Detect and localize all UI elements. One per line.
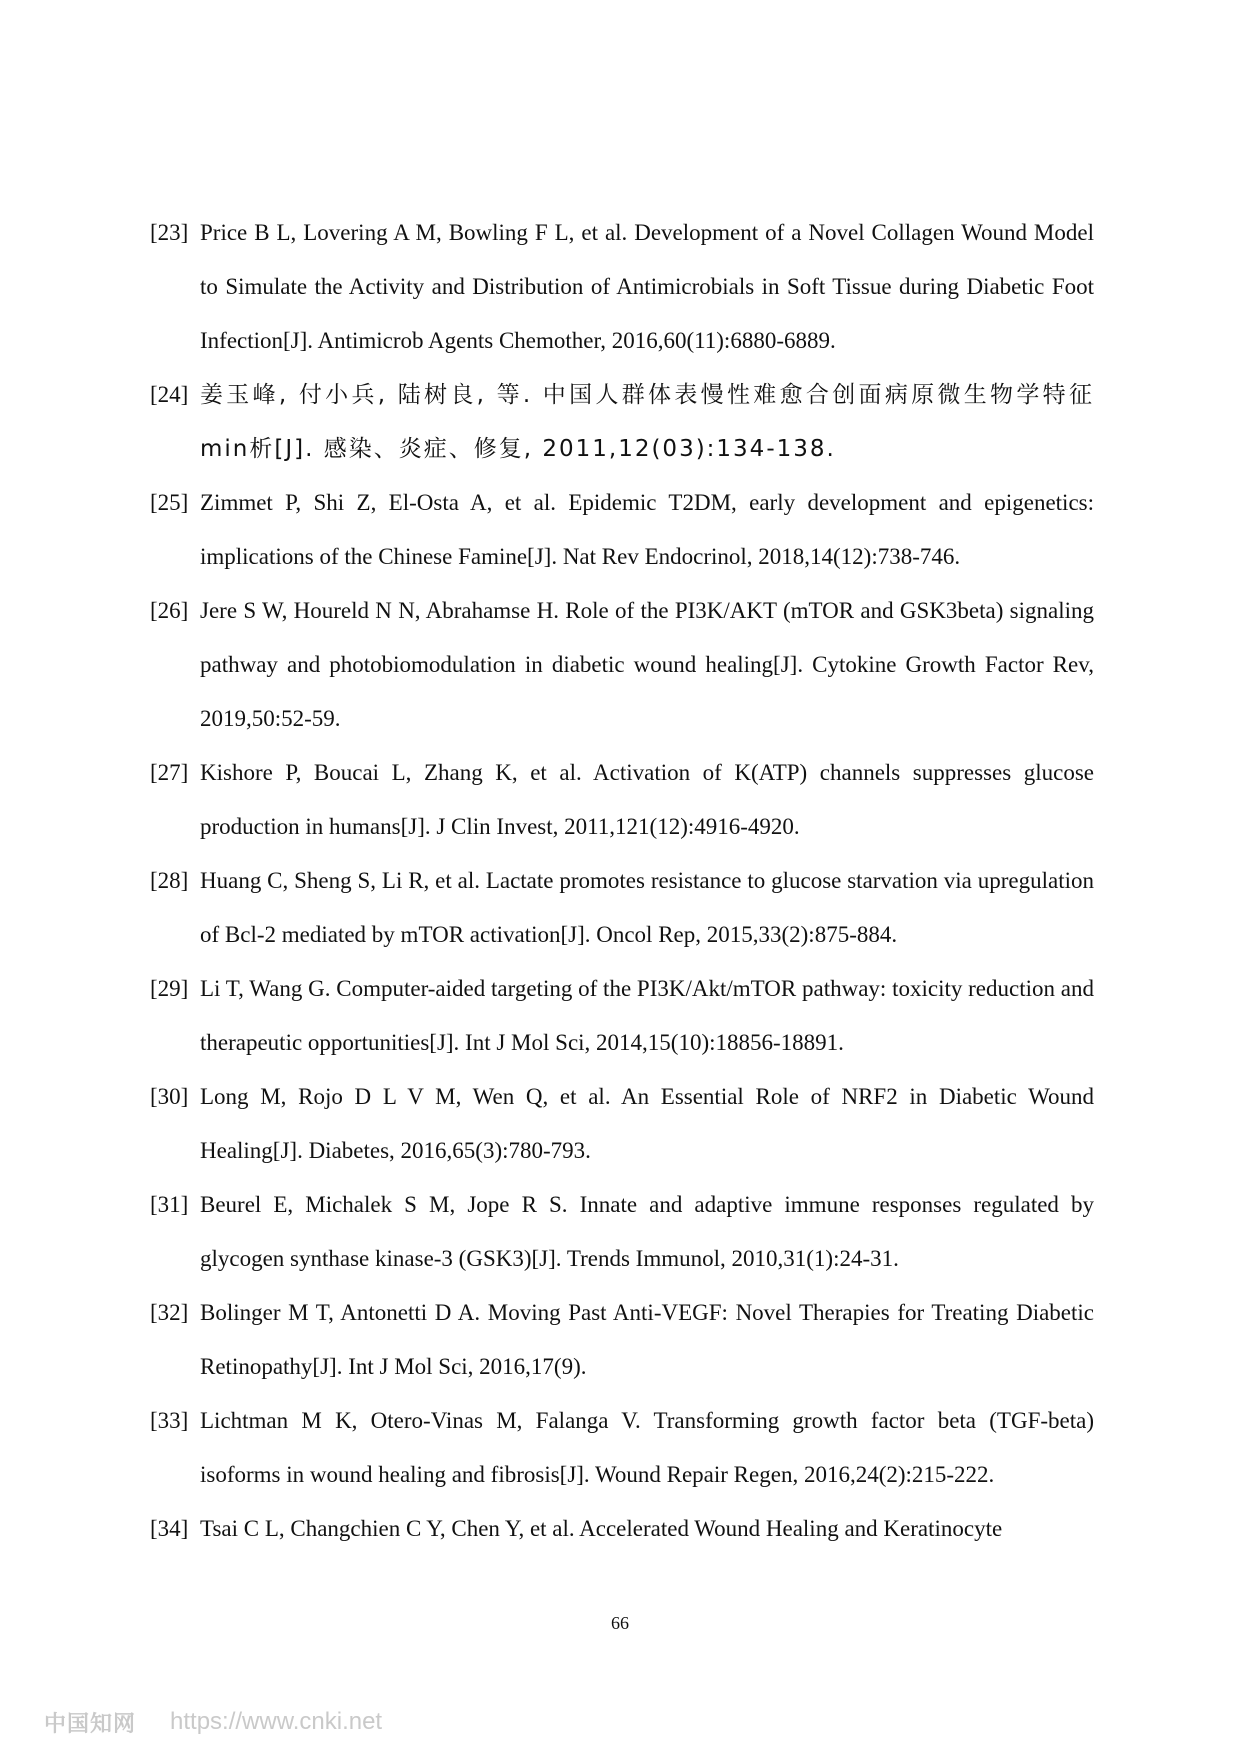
reference-item xyxy=(150,746,1094,854)
watermark-logo: 中国知网 xyxy=(44,1711,137,1737)
reference-number: [30] xyxy=(150,1084,189,1109)
reference-number: [29] xyxy=(150,976,189,1001)
reference-number: [31] xyxy=(150,1192,189,1217)
reference-number: [24] xyxy=(150,382,189,407)
reference-text: Jere S W, Houreld N N, Abrahamse H. Role of the PI3K/AKT (mTOR and GSK3beta) signaling pathway and photobiomodulation in diabetic wound healing[J]. Cytokine Growth Factor Rev, 2019,50:52-59. xyxy=(200,598,1094,731)
reference-item xyxy=(150,1070,1094,1178)
reference-number: [25] xyxy=(150,490,189,515)
reference-item xyxy=(150,584,1094,746)
reference-number: [34] xyxy=(150,1516,189,1541)
reference-text: Beurel E, Michalek S M, Jope R S. Innate and adaptive immune responses regulated by glycogen synthase kinase-3 (GSK3)[J]. Trends Immunol, 2010,31(1):24-31. xyxy=(200,1192,1094,1271)
reference-item xyxy=(150,1286,1094,1394)
reference-text: 姜玉峰, 付小兵, 陆树良, 等. 中国人群体表慢性难愈合创面病原微生物学特征min析[J]. 感染、炎症、修复, 2011,12(03):134-138. xyxy=(200,382,1094,462)
reference-item xyxy=(150,854,1094,962)
reference-number: [32] xyxy=(150,1300,189,1325)
reference-text: Zimmet P, Shi Z, El-Osta A, et al. Epidemic T2DM, early development and epigenetics: implications of the Chinese Famine[J]. Nat Rev Endocrinol, 2018,14(12):738-746. xyxy=(200,490,1094,569)
reference-item xyxy=(150,476,1094,584)
reference-text: Bolinger M T, Antonetti D A. Moving Past Anti-VEGF: Novel Therapies for Treating Diabetic Retinopathy[J]. Int J Mol Sci, 2016,17(9). xyxy=(200,1300,1094,1379)
reference-item xyxy=(150,962,1094,1070)
reference-number: [27] xyxy=(150,760,189,785)
reference-number: [28] xyxy=(150,868,189,893)
reference-item xyxy=(150,206,1094,368)
reference-list xyxy=(150,206,1094,1556)
reference-text: Huang C, Sheng S, Li R, et al. Lactate promotes resistance to glucose starvation via upregulation of Bcl-2 mediated by mTOR activation[J]. Oncol Rep, 2015,33(2):875-884. xyxy=(200,868,1094,947)
reference-item xyxy=(150,1394,1094,1502)
reference-text: Price B L, Lovering A M, Bowling F L, et al. Development of a Novel Collagen Wound Model to Simulate the Activity and Distribution of Antimicrobials in Soft Tissue during Diabetic Foot Infection[J]. Antimicrob Agents Chemother, 2016,60(11):6880-6889. xyxy=(200,220,1094,353)
reference-number: [23] xyxy=(150,220,189,245)
reference-text: Lichtman M K, Otero-Vinas M, Falanga V. Transforming growth factor beta (TGF-beta) isoforms in wound healing and fibrosis[J]. Wound Repair Regen, 2016,24(2):215-222. xyxy=(200,1408,1094,1487)
reference-number: [33] xyxy=(150,1408,189,1433)
reference-text: Kishore P, Boucai L, Zhang K, et al. Activation of K(ATP) channels suppresses glucose production in humans[J]. J Clin Invest, 2011,121(12):4916-4920. xyxy=(200,760,1094,839)
cnki-watermark xyxy=(44,1707,382,1737)
reference-text: Li T, Wang G. Computer-aided targeting of the PI3K/Akt/mTOR pathway: toxicity reduction and therapeutic opportunities[J]. Int J Mol Sci, 2014,15(10):18856-18891. xyxy=(200,976,1094,1055)
reference-text: Long M, Rojo D L V M, Wen Q, et al. An Essential Role of NRF2 in Diabetic Wound Healing[J]. Diabetes, 2016,65(3):780-793. xyxy=(200,1084,1094,1163)
reference-item xyxy=(150,368,1094,476)
reference-item xyxy=(150,1502,1094,1556)
watermark-url: https://www.cnki.net xyxy=(170,1708,383,1735)
reference-item xyxy=(150,1178,1094,1286)
reference-text: Tsai C L, Changchien C Y, Chen Y, et al. Accelerated Wound Healing and Keratinocyte xyxy=(200,1516,1003,1541)
reference-number: [26] xyxy=(150,598,189,623)
page-number: 66 xyxy=(611,1613,629,1633)
